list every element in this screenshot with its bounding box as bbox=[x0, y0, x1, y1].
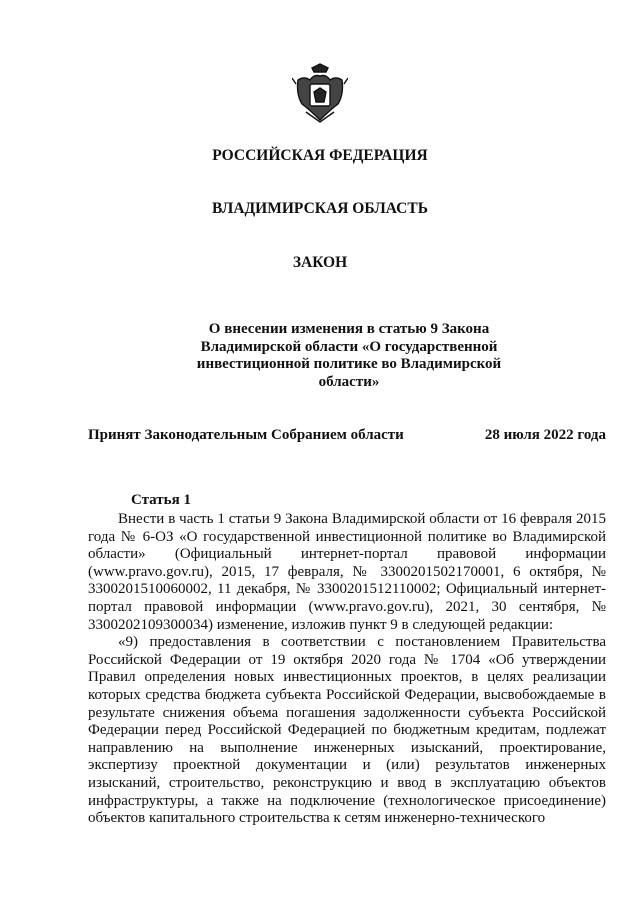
article-paragraph: Внести в часть 1 статьи 9 Закона Владимирской области от 16 февраля 2015 года № 6-ОЗ «О государственной инвестиционной политике во Владимирской области» (Официальный интернет-портал правовой информации (www.pravo.gov.ru), 2015, 17 февраля, № 3300201502170001, 6 октября, № 3300201510060002, 11 декабря, № 3300201512110002; Официальный интернет-портал правовой информации (www.pravo.gov.ru), 2021, 30 сентября, № 3300202109300034) изменение, изложив пункт 9 в следующей редакции: bbox=[88, 511, 606, 633]
article-body bbox=[88, 511, 606, 828]
article-title: Статья 1 bbox=[131, 492, 191, 508]
coat-of-arms-icon bbox=[292, 62, 348, 124]
federation-heading: РОССИЙСКАЯ ФЕДЕРАЦИЯ bbox=[212, 147, 428, 164]
region-heading: ВЛАДИМИРСКАЯ ОБЛАСТЬ bbox=[212, 200, 428, 217]
law-subject: О внесении изменения в статью 9 Закона Владимирской области «О государственной инвестиционной политике во Владимирской области» bbox=[196, 321, 502, 390]
article-paragraph: «9) предоставления в соответствии с постановлением Правительства Российской Федерации от 19 октября 2020 года № 1704 «Об утверждении Правил определения новых инвестиционных проектов, в целях реализации которых средства бюджета субъекта Российской Федерации, высвобождаемые в результате снижения объема погашения задолженности субъекта Российской Федерации перед Российской Федерацией по бюджетным кредитам, подлежат направлению на выполнение инженерных изысканий, проектирование, экспертизу проектной документации и (или) результатов инженерных изысканий, строительство, реконструкцию и ввод в эксплуатацию объектов инфраструктуры, а также на подключение (технологическое присоединение) объектов капитального строительства к сетям инженерно-технического bbox=[88, 634, 606, 827]
adoption-date: 28 июля 2022 года bbox=[484, 427, 606, 443]
adopted-by: Принят Законодательным Собранием области bbox=[88, 427, 404, 443]
doc-type-heading: ЗАКОН bbox=[292, 254, 348, 271]
